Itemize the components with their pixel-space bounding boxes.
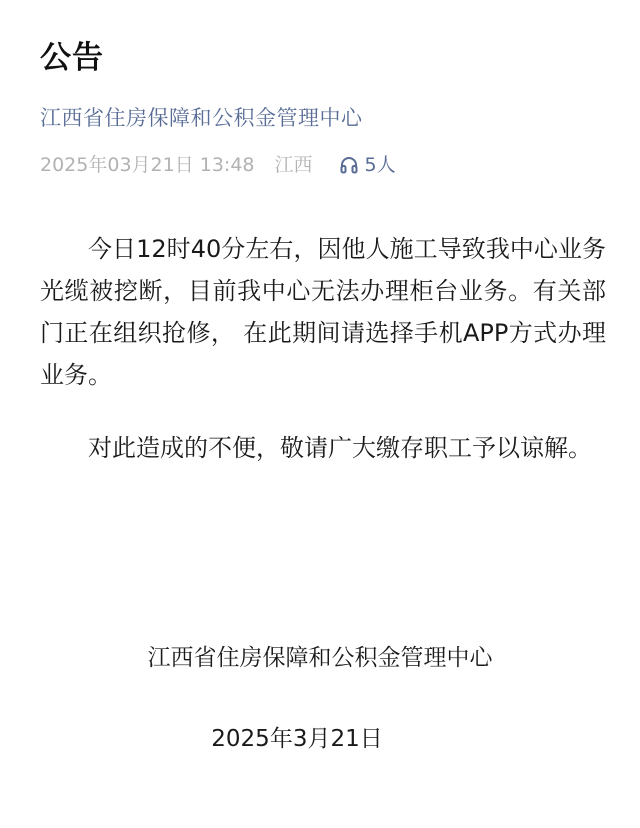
article-body xyxy=(40,228,606,469)
listen-count: 5人 xyxy=(364,154,396,176)
article-title: 公告 xyxy=(40,40,104,76)
headphones-icon xyxy=(339,155,359,175)
article-meta xyxy=(40,150,396,180)
publish-datetime: 2025年03月21日 13:48 xyxy=(40,154,255,176)
signature-organization: 江西省住房保障和公积金管理中心 xyxy=(147,645,493,671)
listen-count-button[interactable] xyxy=(339,150,396,180)
signature-date: 2025年3月21日 xyxy=(211,726,383,752)
body-paragraph: 对此造成的不便，敬请广大缴存职工予以谅解。 xyxy=(88,434,592,462)
body-paragraph: 今日12时40分左右，因他人施工导致我中心业务光缆被挖断，目前我中心无法办理柜台业务。有关部门正在组织抢修， 在此期间请选择手机APP方式办理业务。 xyxy=(40,235,606,389)
account-name-link[interactable]: 江西省住房保障和公积金管理中心 xyxy=(40,106,363,130)
publish-region: 江西 xyxy=(274,154,313,176)
